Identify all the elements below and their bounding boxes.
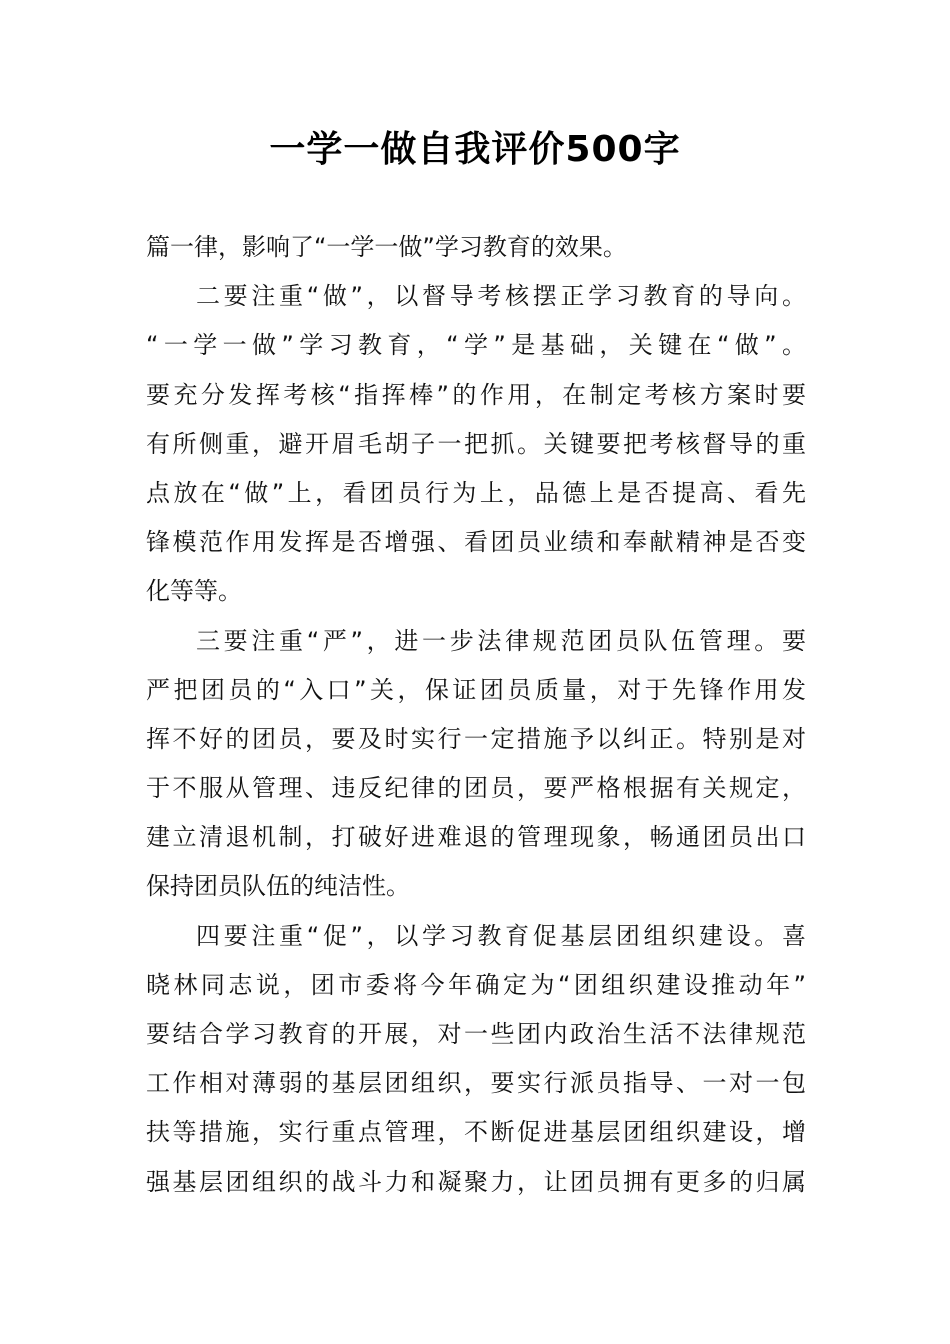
text-line: 于不服从管理、违反纪律的团员，要严格根据有关规定， xyxy=(146,774,806,803)
text-line: 晓林同志说，团市委将今年确定为“团组织建设推动年” xyxy=(146,970,806,999)
text-line: 锋模范作用发挥是否增强、看团员业绩和奉献精神是否变 xyxy=(146,528,806,557)
text-line: 篇一律，影响了“一学一做”学习教育的效果。 xyxy=(146,233,627,261)
text-line: 工作相对薄弱的基层团组织，要实行派员指导、一对一包 xyxy=(146,1069,806,1098)
text-line: 建立清退机制，打破好进难退的管理现象，畅通团员出口 xyxy=(146,823,806,852)
paragraph-start-line: 二要注重“做”，以督导考核摆正学习教育的导向。 xyxy=(196,282,806,311)
text-line: 化等等。 xyxy=(146,577,242,606)
text-line: 有所侧重，避开眉毛胡子一把抓。关键要把考核督导的重 xyxy=(146,429,806,458)
text-line: 点放在“做”上，看团员行为上，品德上是否提高、看先 xyxy=(146,478,806,507)
document-body xyxy=(146,223,806,1207)
text-line: 严把团员的“入口”关，保证团员质量，对于先锋作用发 xyxy=(146,675,806,704)
text-line: 扶等措施，实行重点管理，不断促进基层团组织建设，增 xyxy=(146,1118,806,1147)
text-line: 要结合学习教育的开展，对一些团内政治生活不法律规范 xyxy=(146,1020,806,1048)
paragraph-start-line: 三要注重“严”，进一步法律规范团员队伍管理。要 xyxy=(196,626,806,655)
text-line: 挥不好的团员，要及时实行一定措施予以纠正。特别是对 xyxy=(146,724,806,753)
text-line: 保持团员队伍的纯洁性。 xyxy=(146,872,410,901)
text-line: “一学一做”学习教育，“学”是基础，关键在“做”。 xyxy=(146,331,806,360)
text-line: 强基层团组织的战斗力和凝聚力，让团员拥有更多的归属 xyxy=(146,1167,806,1196)
document-title: 一学一做自我评价500字 xyxy=(269,129,681,170)
text-line: 要充分发挥考核“指挥棒”的作用，在制定考核方案时要 xyxy=(146,380,806,409)
paragraph-start-line: 四要注重“促”，以学习教育促基层团组织建设。喜 xyxy=(196,921,806,950)
